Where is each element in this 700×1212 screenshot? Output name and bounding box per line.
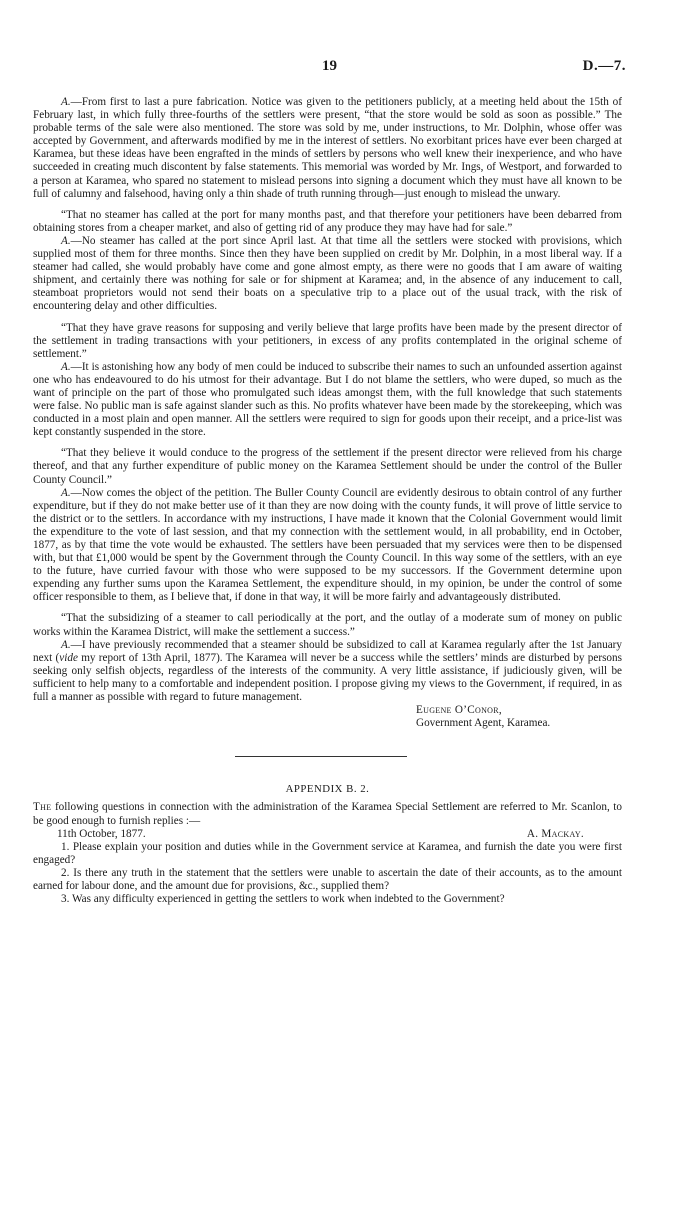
page-header — [0, 60, 700, 80]
appendix-question-3: 3. Was any difficulty experienced in getting the settlers to work when indebted to the Government? — [61, 893, 505, 906]
signature-title: Government Agent, Karamea. — [416, 717, 551, 730]
document-body — [33, 96, 622, 906]
answer-marker: A. — [61, 234, 71, 247]
answer-marker: A. — [61, 638, 71, 651]
answer-paragraph-2 — [33, 235, 622, 314]
answer-paragraph-5 — [33, 639, 622, 704]
appendix-question-2: 2. Is there any truth in the statement that the settlers were unable to ascertain the date of their accounts, as to the amount earned for labour done, and the amount due for provisions, &c., supplied them? — [33, 866, 622, 892]
petition-quote-5: “That the subsidizing of a steamer to call periodically at the port, and the outlay of a moderate sum of money on public works within the Karamea District, will make the settlement a success.” — [33, 612, 622, 638]
document-reference: D.—7. — [582, 58, 626, 74]
petition-quote-2: “That no steamer has called at the port for many months past, and that therefore your petitioners have been debarred from obtaining stores from a cheaper market, and also of getting rid of any produce they may have had for sale.” — [33, 208, 622, 234]
appendix-intro-text: following questions in connection with the administration of the Karamea Special Settlement are referred to Mr. Scanlon, to be good enough to furnish replies :— — [33, 801, 622, 827]
section-divider — [235, 756, 407, 757]
appendix-intro-lead: The — [33, 801, 52, 814]
answer-text: —No steamer has called at the port since April last. At that time all the settlers were stocked with provisions, which supplied most of them for three months. Since then they have been supplied on credit by Mr. Dolphin, in a most liberal way. If a steamer had called, she would probably have come and gone almost empty, as there were no goods that I am aware of waiting shipment, and certainly there was nothing for sale or for shipment at Karamea; and, in the absence of any inducement to call, steamboat proprietors would not send their boats on a speculative trip to a place out of the usual track, with the risk of encountering delay and other difficulties. — [33, 234, 622, 313]
page-number: 19 — [322, 58, 337, 74]
appendix-signer: A. Mackay. — [526, 827, 584, 840]
vide-term: vide — [59, 651, 78, 664]
answer-text: —I have previously recommended that a steamer should be subsidized to call at Karamea regularly after the 1st January next ( — [33, 638, 622, 664]
appendix-intro — [33, 801, 622, 827]
appendix-heading: APPENDIX B. 2. — [285, 783, 370, 796]
answer-paragraph-3 — [33, 361, 622, 440]
signature-name: Eugene O’Conor, — [416, 704, 502, 717]
petition-quote-3: “That they have grave reasons for supposing and verily believe that large profits have been made by the present director of the settlement in trading transactions with your petitioners, in excess of any profits contemplated in the original scheme of settlement.” — [33, 321, 622, 360]
appendix-date: 11th October, 1877. — [57, 827, 146, 840]
answer-marker: A. — [61, 96, 71, 108]
answer-marker: A. — [61, 486, 71, 499]
answer-paragraph-4 — [33, 487, 622, 605]
answer-paragraph-1 — [33, 96, 622, 201]
appendix-date-row — [33, 828, 622, 841]
answer-text-cont: my report of 13th April, 1877). The Karamea will never be a success while the settlers’ minds are disturbed by persons seeking only selfish objects, regardless of the interests of the community. A very little assistance, if judiciously given, will be sufficient to help many to a comfortable and independent position. I propose giving my views to the Government, if required, in as full a manner as possible with regard to future management. — [33, 651, 622, 704]
answer-marker: A. — [61, 360, 71, 373]
petition-quote-4: “That they believe it would conduce to the progress of the settlement if the present director were relieved from his charge thereof, and that any further expenditure of public money on the Karamea Settlement should be under the control of the Buller County Council.” — [33, 447, 622, 486]
answer-text: —It is astonishing how any body of men could be induced to subscribe their names to such an unfounded assertion against one who has endeavoured to do his utmost for their advantage. But I do not blame the settlers, who were duped, so much as the want of principle on the part of those who promulgated such ideas amongst them, with the full knowledge that such statements were false. No public man is safe against slander such as this. No profits whatever have been made by the storekeeping, which was conducted in a most plain and open manner. All the settlers were required to sign for goods upon their receipt, and a price-list was kept constantly suspended in the store. — [33, 360, 622, 439]
answer-text: —Now comes the object of the petition. The Buller County Council are evidently desirous to obtain control of any further expenditure, but if they do not make better use of it than they are now doing with the county funds, it will prove of little service to the district or to the settlers. In accordance with my instructions, I have made it known that the Colonial Government would limit the expenditure to the vote of last session, and that my connection with the settlement would, in all probability, end in October, 1877, as by that time the vote would be exhausted. The settlers have been persuaded that my services were then to be dispensed with, but that £1,000 would be spent by the Government through the County Council. In this way some of the settlers, with an eye to the future, have curried favour with those who were supposed to be my successors. If the Government determine upon expending any further sums upon the Karamea Settlement, the expenditure should, in my opinion, be under the control of some officer responsible to them, as I believe that, if done in that way, it will be more fairly and advantageously distributed. — [33, 486, 622, 604]
appendix-question-1: 1. Please explain your position and duties while in the Government service at Karamea, and furnish the date you were first engaged? — [33, 840, 622, 866]
answer-text: —From first to last a pure fabrication. Notice was given to the petitioners publicly, at a meeting held about the 15th of February last, in which fully three-fourths of the settlers were present, “that the store would be sold as soon as possible.” The probable terms of the sale were also mentioned. The store was sold by me, under instructions, to Mr. Dolphin, whose offer was accepted by Government, and afterwards modified by me in the interest of settlers. No exorbitant prices have ever been charged at Karamea, but these ideas have been engrafted in the minds of settlers by persons who well knew their inexperience, and who have succeeded in creating much discontent by false statements. This memorial was worded by Mr. Ings, of Westport, and forwarded to a person at Karamea, who spared no statement to mislead persons into signing a document which they must have all known to be full of calumny and falsehood, having only a thin shade of truth running through—just enough to mislead the unwary. — [33, 96, 622, 200]
